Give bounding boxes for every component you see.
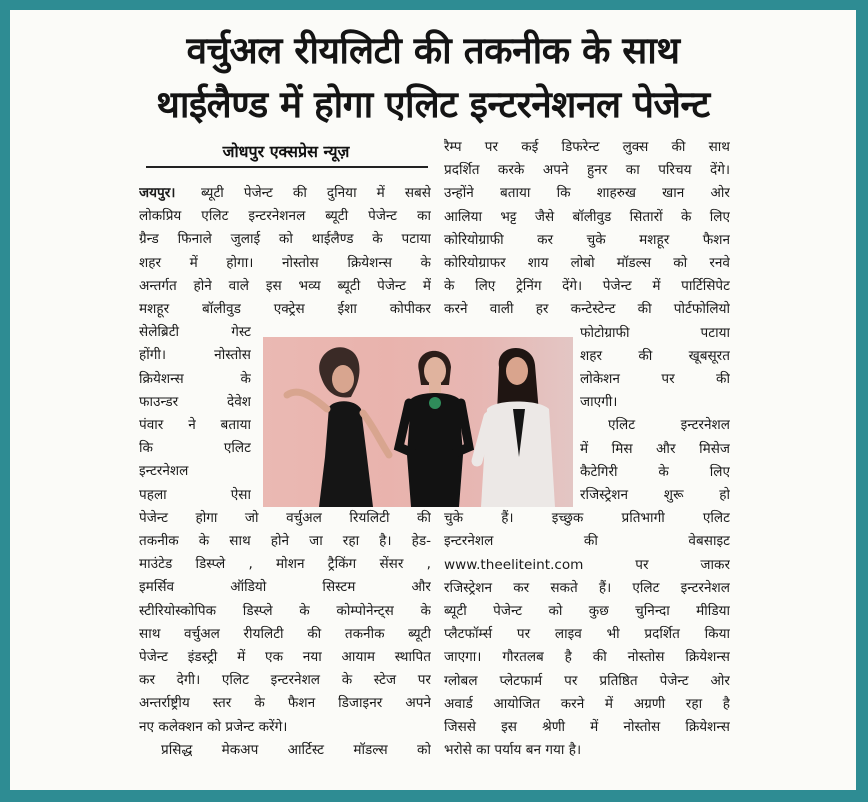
col2-line: रजिस्ट्रेशन शुरू हो <box>580 487 730 503</box>
col2-line: लोकेशन पर की <box>580 371 730 387</box>
col2-line: www.theeliteint.com पर जाकर <box>444 556 730 573</box>
model-center-figure <box>399 351 469 507</box>
col2-line: जिससे इस श्रेणी में नोस्तोस क्रियेशन्स <box>444 719 730 735</box>
byline: जोधपुर एक्सप्रेस न्यूज़ <box>222 142 350 161</box>
col2-line: एलिट इन्टरनेशल <box>608 417 730 434</box>
col1-line: पहला ऐसा <box>139 486 251 503</box>
col1-line: अन्तर्गत होने वाले इस भव्य ब्यूटी पेजेन्ट में <box>139 277 431 294</box>
col1-line: होंगी। नोस्तोस <box>139 347 251 364</box>
col1-line: क्रियेशन्स के <box>139 370 251 387</box>
models-photo-figures <box>263 337 573 507</box>
col1-line: इन्टरनेशल <box>139 463 189 480</box>
col1-line: सेलेब्रिटी गेस्ट <box>139 324 251 341</box>
col2-line: शहर की खूबसूरत <box>580 347 730 364</box>
byline-rule <box>146 166 428 168</box>
col1-line: पंवार ने बताया <box>139 417 251 433</box>
col1-line: इमर्सिव ऑडियो सिस्टम और <box>139 579 431 596</box>
col2-line: कैटेगिरी के लिए <box>580 463 730 480</box>
col2-line: करने वाली हर कन्टेस्टेन्ट की पोर्टफोलियो <box>444 301 730 318</box>
col2-line: प्लैटफॉर्म्स पर लाइव भी प्रदर्शित किया <box>444 626 730 643</box>
col1-line: साथ वर्चुअल रीयलिटी की तकनीक ब्यूटी <box>139 625 431 642</box>
col1-line: शहर में होगा। नोस्तोस क्रियेशन्स के <box>139 254 431 271</box>
col2-line: जाएगा। गौरतलब है की नोस्तोस क्रियेशन्स <box>444 649 730 666</box>
col2-line: जाएगी। <box>580 394 618 411</box>
col2-line: प्रदर्शित करके अपने हुनर का परिचय देंगे। <box>444 162 730 179</box>
col2-line: भरोसे का पर्याय बन गया है। <box>444 742 582 759</box>
col1-line: फाउन्डर देवेश <box>139 393 251 410</box>
col2-line: रजिस्ट्रेशन कर सकते हैं। एलिट इन्टरनेशल <box>444 579 730 596</box>
col2-line: कोरियोग्राफर शाय लोबो मॉडल्स को रनवे <box>444 255 730 271</box>
col2-line: ग्लोबल प्लेटफार्म पर प्रतिष्ठित पेजेन्ट ओर <box>444 672 730 689</box>
col2-line: उन्होंने बताया कि शाहरुख खान ओर <box>444 185 730 202</box>
col1-line: लोकप्रिय एलिट इन्टरनेशनल ब्यूटी पेजेन्ट का <box>139 208 431 225</box>
col1-line: ग्रैन्ड फिनाले जुलाई को थाईलैण्ड के पटाया <box>139 231 431 248</box>
col2-line: ब्यूटी पेजेन्ट को कुछ चुनिन्दा मीडिया <box>444 603 730 619</box>
col1-line: पेजेन्ट होगा जो वर्चुअल रियलिटी की <box>139 509 431 526</box>
newspaper-clipping <box>10 10 856 790</box>
col1-line: नए कलेक्शन को प्रजेन्ट करेंगे। <box>139 718 288 735</box>
col2-line: फोटोग्राफी पटाया <box>580 324 730 341</box>
col1-line: पेजेन्ट इंडस्ट्री में एक नया आयाम स्थापित <box>139 649 431 665</box>
col1-line: माउंटेड डिस्प्ले , मोशन ट्रैकिंग सेंसर , <box>139 556 431 573</box>
model-right-figure <box>477 348 555 507</box>
col1-line: तकनीक के साथ होने जा रहा है। हेड- <box>139 533 431 549</box>
headline-line-2: थाईलैण्ड में होगा एलिट इन्टरनेशनल पेजेन्ट <box>156 83 710 126</box>
col1-line: ब्यूटी पेजेन्ट की दुनिया में सबसे <box>201 185 431 201</box>
col1-line: स्टीरियोस्कोपिक डिस्प्ले के कोम्पोनेन्ट्स के <box>139 602 431 619</box>
col2-line: कोरियोग्राफी कर चुके मशहूर फैशन <box>444 231 730 248</box>
col2-line: इन्टरनेशल की वेबसाइट <box>444 533 730 550</box>
models-photo <box>263 337 573 507</box>
col1-line: कर देगी। एलिट इन्टरनेशल के स्टेज पर <box>139 672 431 689</box>
col1-line: प्रसिद्ध मेकअप आर्टिस्ट मॉडल्स को <box>161 741 431 758</box>
col2-line: अवार्ड आयोजित करने में अग्रणी रहा है <box>444 695 730 712</box>
col1-line: अन्तर्राष्ट्रीय स्तर के फैशन डिजाइनर अपने <box>139 695 431 712</box>
headline-line-1: वर्चुअल रीयलिटी की तकनीक के साथ <box>186 29 680 72</box>
dateline: जयपुर। <box>139 185 176 201</box>
col2-line: में मिस और मिसेज <box>580 440 730 457</box>
col2-line: रैम्प पर कई डिफरेन्ट लुक्स की साथ <box>444 139 730 155</box>
col2-line: के लिए ट्रेनिंग देंगे। पेजेन्ट में पार्टिसिपेट <box>444 278 730 295</box>
model-left-figure <box>287 347 389 507</box>
col2-line: चुके हैं। इच्छुक प्रतिभागी एलिट <box>444 510 730 527</box>
col1-line: मशहूर बॉलीवुड एक्ट्रेस ईशा कोपीकर <box>139 301 431 317</box>
col2-line: आलिया भट्ट जैसे बॉलीवुड सितारों के लिए <box>444 208 730 225</box>
col1-line: कि एलिट <box>139 440 251 457</box>
